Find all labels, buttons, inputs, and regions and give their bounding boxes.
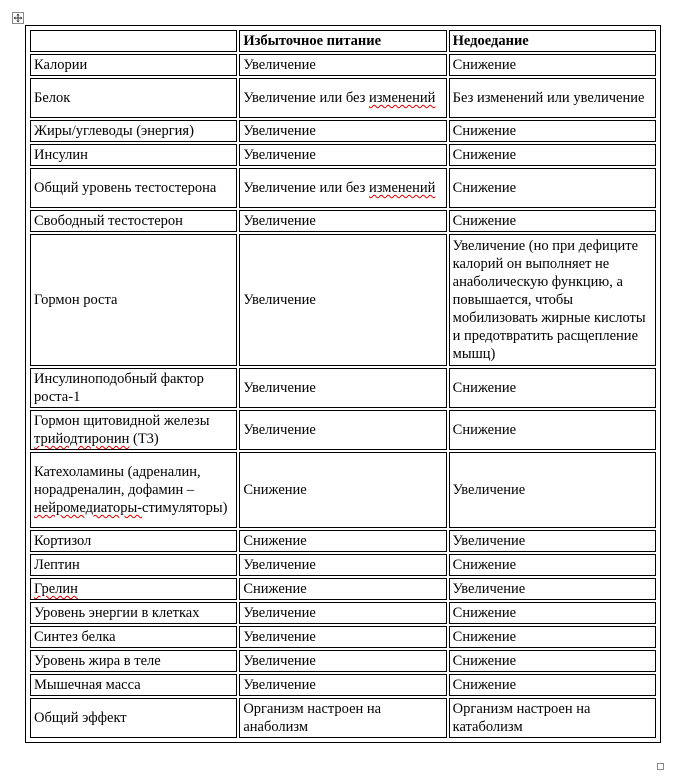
row-parameter-cell[interactable]: Инсулиноподобный фактор роста-1 [30, 368, 237, 408]
table-row [30, 168, 656, 208]
row-excess-cell[interactable]: Увеличение [239, 410, 446, 450]
row-excess-cell[interactable] [239, 78, 446, 118]
row-deficit-cell[interactable]: Снижение [449, 54, 656, 76]
row-excess-cell[interactable]: Организм настроен на анаболизм [239, 698, 446, 738]
table-row [30, 626, 656, 648]
row-excess-cell[interactable]: Увеличение [239, 650, 446, 672]
table-row [30, 602, 656, 624]
row-parameter-cell[interactable] [30, 452, 237, 528]
row-parameter-cell[interactable]: Лептин [30, 554, 237, 576]
row-parameter-cell[interactable]: Мышечная масса [30, 674, 237, 696]
row-parameter-cell[interactable]: Кортизол [30, 530, 237, 552]
row-parameter-cell[interactable]: Уровень энергии в клетках [30, 602, 237, 624]
row-parameter-cell[interactable]: Гормон роста [30, 234, 237, 366]
row-deficit-cell[interactable]: Снижение [449, 602, 656, 624]
row-deficit-cell[interactable]: Снижение [449, 554, 656, 576]
table-move-handle-icon[interactable] [12, 12, 24, 24]
cell-text: Увеличение или без изменений [243, 90, 436, 106]
table-row [30, 368, 656, 408]
cell-text: Увеличение или без изменений [243, 180, 436, 196]
table-row [30, 78, 656, 118]
row-parameter-cell[interactable]: Общий эффект [30, 698, 237, 738]
table-row [30, 210, 656, 232]
comparison-table-frame [25, 25, 661, 743]
row-deficit-cell[interactable]: Организм настроен на катаболизм [449, 698, 656, 738]
row-excess-cell[interactable]: Увеличение [239, 120, 446, 142]
row-deficit-cell[interactable]: Снижение [449, 368, 656, 408]
cell-text: Катехоламины (адреналин, норадреналин, дофамин – нейромедиаторы-стимуляторы) [34, 464, 228, 516]
row-deficit-cell[interactable]: Снижение [449, 120, 656, 142]
row-parameter-cell[interactable]: Калории [30, 54, 237, 76]
cell-text: Гормон щитовидной железы трийодтиронин (Т3) [34, 413, 210, 447]
row-deficit-cell[interactable]: Увеличение [449, 452, 656, 528]
row-excess-cell[interactable]: Снижение [239, 530, 446, 552]
row-excess-cell[interactable]: Увеличение [239, 144, 446, 166]
row-parameter-cell[interactable]: Синтез белка [30, 626, 237, 648]
row-deficit-cell[interactable]: Снижение [449, 410, 656, 450]
row-deficit-cell[interactable]: Увеличение [449, 578, 656, 600]
table-row [30, 410, 656, 450]
row-excess-cell[interactable]: Увеличение [239, 368, 446, 408]
row-parameter-cell[interactable]: Общий уровень тестостерона [30, 168, 237, 208]
row-excess-cell[interactable]: Увеличение [239, 602, 446, 624]
table-header-row [30, 30, 656, 52]
row-excess-cell[interactable]: Увеличение [239, 54, 446, 76]
table-row [30, 650, 656, 672]
table-row [30, 530, 656, 552]
row-excess-cell[interactable]: Увеличение [239, 674, 446, 696]
row-excess-cell[interactable]: Снижение [239, 452, 446, 528]
table-resize-handle-icon[interactable] [657, 763, 664, 770]
row-deficit-cell[interactable]: Увеличение (но при дефиците калорий он выполняет не анаболическую функцию, а повышается, чтобы мобилизовать жирные кислоты и предотвратить расщепление мышц) [449, 234, 656, 366]
row-parameter-cell[interactable]: Свободный тестостерон [30, 210, 237, 232]
row-parameter-cell[interactable] [30, 578, 237, 600]
row-deficit-cell[interactable]: Снижение [449, 144, 656, 166]
row-excess-cell[interactable]: Увеличение [239, 210, 446, 232]
table-row [30, 144, 656, 166]
row-excess-cell[interactable]: Увеличение [239, 234, 446, 366]
row-deficit-cell[interactable]: Увеличение [449, 530, 656, 552]
row-parameter-cell[interactable]: Уровень жира в теле [30, 650, 237, 672]
table-row [30, 554, 656, 576]
table-row [30, 120, 656, 142]
table-row [30, 578, 656, 600]
row-parameter-cell[interactable]: Инсулин [30, 144, 237, 166]
table-row [30, 54, 656, 76]
row-deficit-cell[interactable]: Снижение [449, 168, 656, 208]
header-cell-excess[interactable]: Избыточное питание [239, 30, 446, 52]
row-deficit-cell[interactable]: Снижение [449, 674, 656, 696]
row-excess-cell[interactable]: Увеличение [239, 554, 446, 576]
row-deficit-cell[interactable]: Снижение [449, 650, 656, 672]
row-parameter-cell[interactable]: Белок [30, 78, 237, 118]
header-cell-deficit[interactable]: Недоедание [449, 30, 656, 52]
row-parameter-cell[interactable]: Жиры/углеводы (энергия) [30, 120, 237, 142]
row-excess-cell[interactable]: Снижение [239, 578, 446, 600]
row-excess-cell[interactable]: Увеличение [239, 626, 446, 648]
row-parameter-cell[interactable] [30, 410, 237, 450]
row-excess-cell[interactable] [239, 168, 446, 208]
table-row [30, 698, 656, 738]
cell-text: Грелин [34, 581, 78, 597]
table-row [30, 234, 656, 366]
table-row [30, 452, 656, 528]
header-cell-parameter[interactable] [30, 30, 237, 52]
row-deficit-cell[interactable]: Снижение [449, 626, 656, 648]
table-row [30, 674, 656, 696]
row-deficit-cell[interactable]: Без изменений или увеличение [449, 78, 656, 118]
row-deficit-cell[interactable]: Снижение [449, 210, 656, 232]
comparison-table [28, 28, 658, 740]
